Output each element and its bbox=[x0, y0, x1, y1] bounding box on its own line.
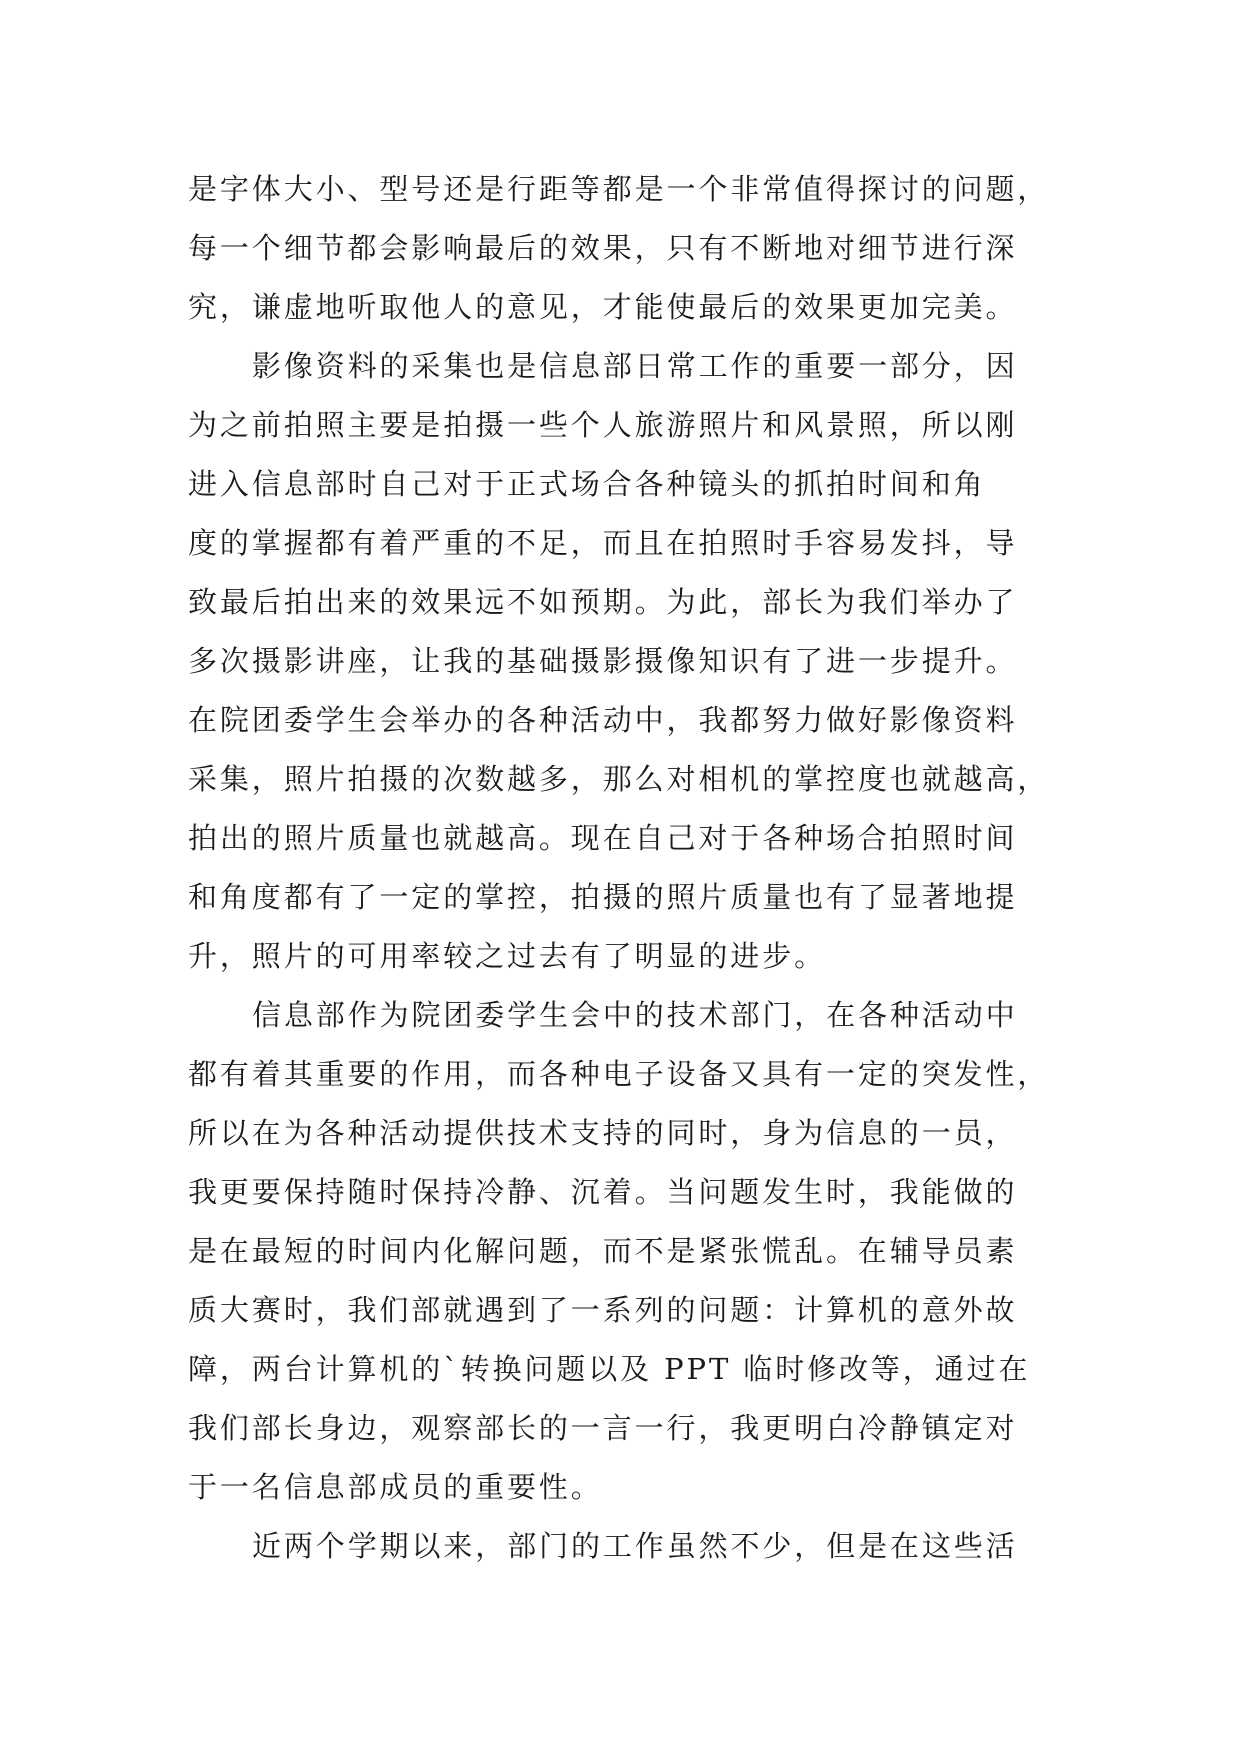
text-line: 于一名信息部成员的重要性。 bbox=[188, 1470, 603, 1504]
text-line: 我们部长身边，观察部长的一言一行，我更明白冷静镇定对 bbox=[188, 1411, 1018, 1445]
text-line: 在院团委学生会举办的各种活动中，我都努力做好影像资料 bbox=[188, 703, 1018, 737]
text-line: 质大赛时，我们部就遇到了一系列的问题：计算机的意外故 bbox=[188, 1293, 1018, 1327]
text-line: 都有着其重要的作用，而各种电子设备又具有一定的突发性， bbox=[188, 1057, 1050, 1091]
paragraph-first-line: 近两个学期以来，部门的工作虽然不少，但是在这些活 bbox=[252, 1529, 1018, 1563]
text-line: 障，两台计算机的`转换问题以及 PPT 临时修改等，通过在 bbox=[188, 1352, 1031, 1386]
text-line: 和角度都有了一定的掌控，拍摄的照片质量也有了显著地提 bbox=[188, 880, 1018, 914]
text-line: 拍出的照片质量也就越高。现在自己对于各种场合拍照时间 bbox=[188, 821, 1018, 855]
text-line: 每一个细节都会影响最后的效果，只有不断地对细节进行深 bbox=[188, 231, 1018, 265]
text-line: 为之前拍照主要是拍摄一些个人旅游照片和风景照，所以刚 bbox=[188, 408, 1018, 442]
paragraph-first-line: 影像资料的采集也是信息部日常工作的重要一部分，因 bbox=[252, 349, 1018, 383]
text-line: 是在最短的时间内化解问题，而不是紧张慌乱。在辅导员素 bbox=[188, 1234, 1018, 1268]
text-line: 我更要保持随时保持冷静、沉着。当问题发生时，我能做的 bbox=[188, 1175, 1018, 1209]
text-line: 进入信息部时自己对于正式场合各种镜头的抓拍时间和角 bbox=[188, 467, 986, 501]
body-text bbox=[188, 160, 1088, 1576]
text-line: 度的掌握都有着严重的不足，而且在拍照时手容易发抖，导 bbox=[188, 526, 1018, 560]
text-line: 采集，照片拍摄的次数越多，那么对相机的掌控度也就越高， bbox=[188, 762, 1050, 796]
text-line: 多次摄影讲座，让我的基础摄影摄像知识有了进一步提升。 bbox=[188, 644, 1018, 678]
paragraph-first-line: 信息部作为院团委学生会中的技术部门，在各种活动中 bbox=[252, 998, 1018, 1032]
text-line: 升，照片的可用率较之过去有了明显的进步。 bbox=[188, 939, 827, 973]
text-line: 究，谦虚地听取他人的意见，才能使最后的效果更加完美。 bbox=[188, 290, 1018, 324]
text-line: 所以在为各种活动提供技术支持的同时，身为信息的一员， bbox=[188, 1116, 1018, 1150]
text-line: 是字体大小、型号还是行距等都是一个非常值得探讨的问题， bbox=[188, 172, 1050, 206]
text-line: 致最后拍出来的效果远不如预期。为此，部长为我们举办了 bbox=[188, 585, 1018, 619]
